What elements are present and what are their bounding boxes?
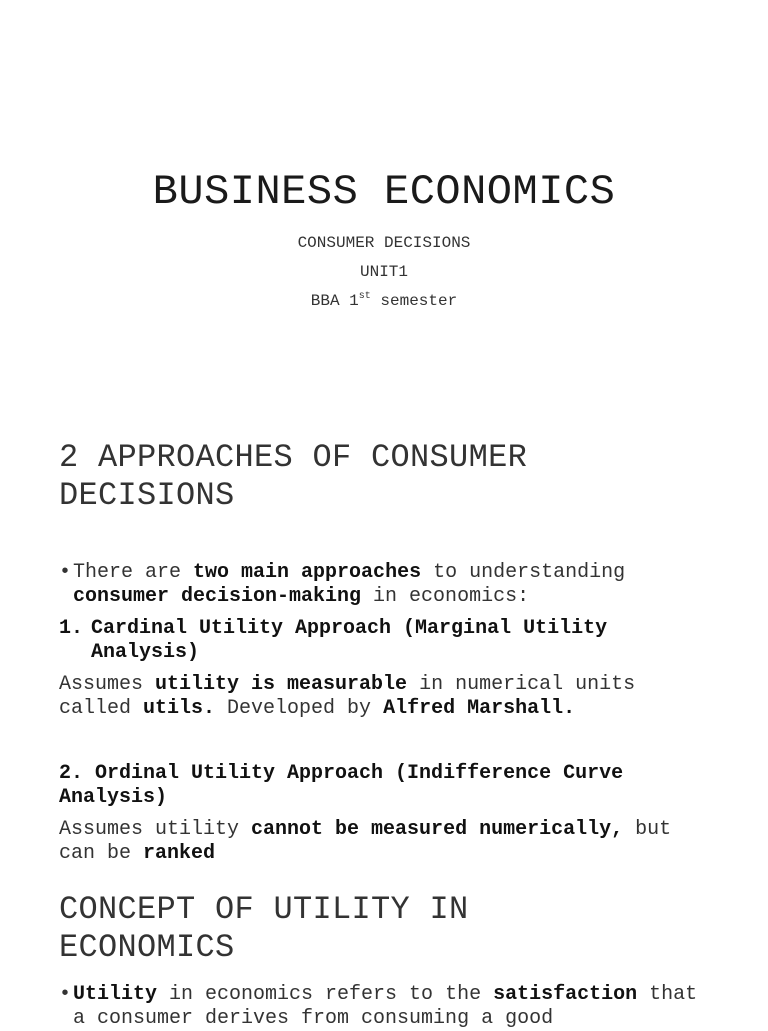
subtitle-semester xyxy=(0,287,768,316)
approaches-heading xyxy=(59,439,719,515)
item-number: 1. xyxy=(59,617,84,640)
subtitle-unit: UNIT1 xyxy=(359,263,408,281)
bullet-dot: • xyxy=(59,561,72,584)
cardinal-approach-description xyxy=(59,673,719,721)
cardinal-bold-2: utils. xyxy=(143,697,216,720)
cardinal-bold-3: Alfred Marshall. xyxy=(383,697,576,720)
utility-heading-line1: CONCEPT OF UTILITY IN xyxy=(59,891,469,928)
utility-text-1: in economics refers to the xyxy=(157,983,494,1006)
approaches-heading-line2: DECISIONS xyxy=(59,477,235,514)
ordinal-approach-description xyxy=(59,818,719,866)
ordinal-bold-1: cannot be measured numerically, xyxy=(251,818,624,841)
cardinal-text-3: Developed by xyxy=(215,697,384,720)
cardinal-text-1: Assumes xyxy=(59,673,156,696)
intro-bold-1: two main approaches xyxy=(193,561,422,584)
ordinal-approach-title: 2. Ordinal Utility Approach (Indifference Curve Analysis) xyxy=(59,762,624,809)
semester-prefix: BBA 1 xyxy=(310,292,359,310)
approaches-slide xyxy=(59,439,719,866)
document-title: BUSINESS ECONOMICS xyxy=(152,168,616,216)
utility-bold-2: satisfaction xyxy=(493,983,638,1006)
subtitle-block xyxy=(0,229,768,316)
intro-text-2: to understanding xyxy=(421,561,626,584)
bullet-dot: • xyxy=(59,983,72,1006)
approaches-intro-bullet xyxy=(59,561,719,609)
cardinal-approach-title: Cardinal Utility Approach (Marginal Utility Analysis) xyxy=(91,617,608,664)
intro-text-1: There are xyxy=(73,561,194,584)
intro-bold-2: consumer decision-making xyxy=(73,585,362,608)
cardinal-approach-item xyxy=(59,617,719,665)
utility-heading xyxy=(59,891,719,967)
approaches-heading-line1: 2 APPROACHES OF CONSUMER xyxy=(59,439,528,476)
subtitle-topic: CONSUMER DECISIONS xyxy=(297,234,471,252)
cardinal-bold-1: utility is measurable xyxy=(155,673,408,696)
cardinal-text-2: in numerical units called xyxy=(59,673,636,720)
utility-slide xyxy=(59,891,719,1031)
utility-bold-1: Utility xyxy=(73,983,158,1006)
utility-text-2: that a consumer derives from consuming a good xyxy=(73,983,698,1030)
intro-text-3: in economics: xyxy=(361,585,530,608)
utility-heading-line2: ECONOMICS xyxy=(59,929,235,966)
semester-ordinal: st xyxy=(358,291,371,302)
semester-suffix: semester xyxy=(370,292,458,310)
title-slide xyxy=(0,0,768,400)
ordinal-bold-2: ranked xyxy=(143,842,216,865)
ordinal-text-1: Assumes utility xyxy=(59,818,252,841)
ordinal-text-2: but can be xyxy=(59,818,672,865)
